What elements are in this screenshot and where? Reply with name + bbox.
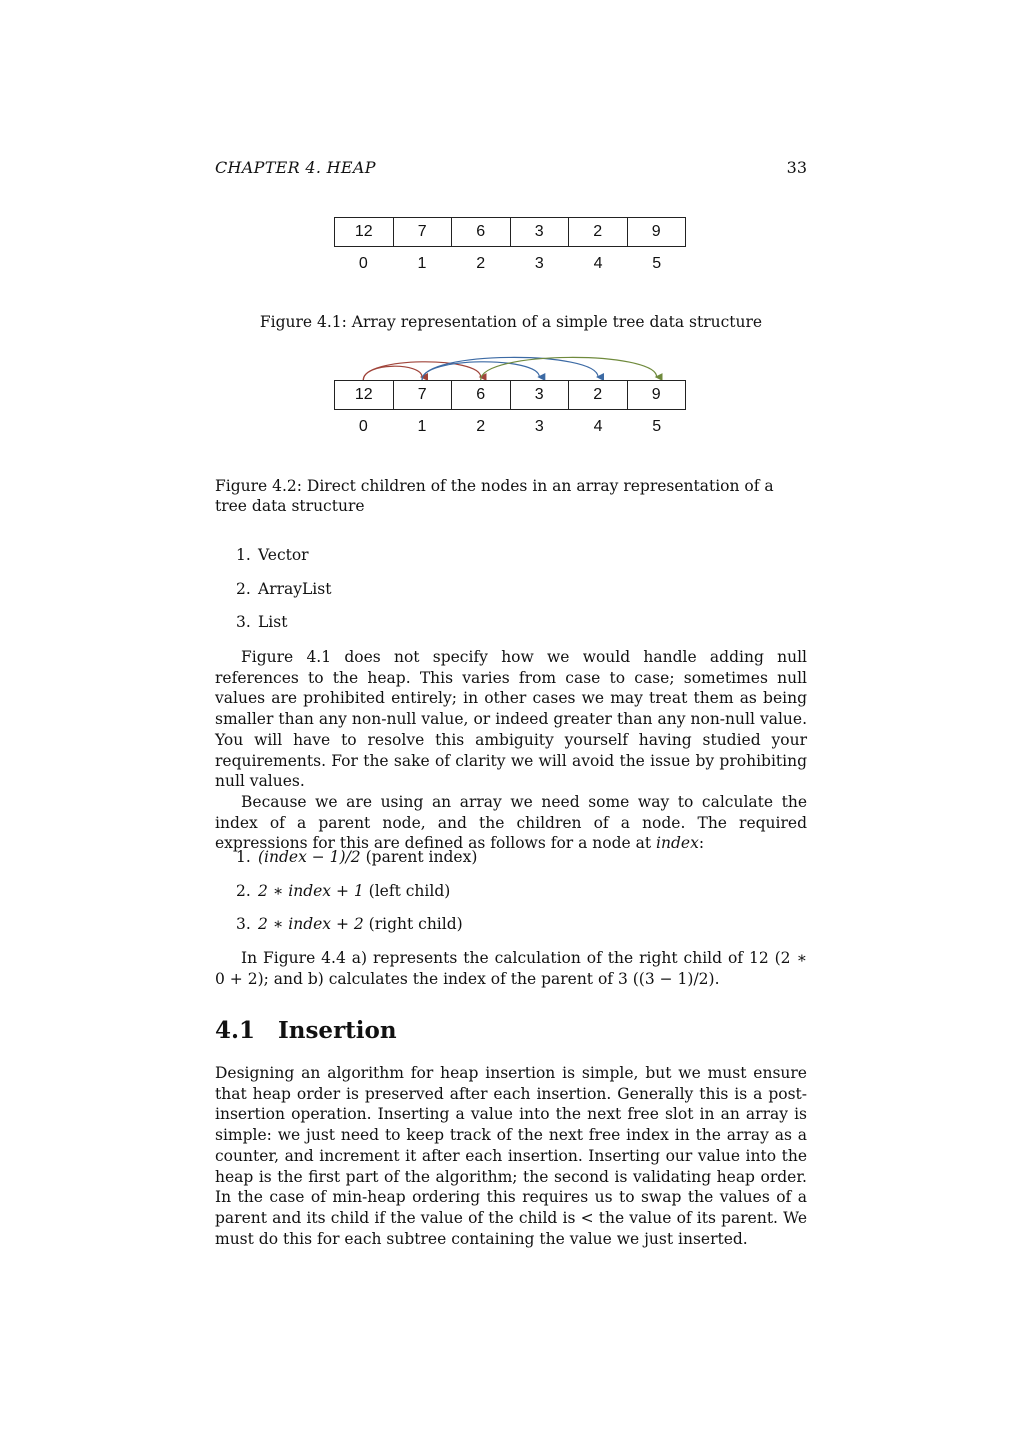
figure-4-2-arrows (334, 344, 686, 384)
child-arrow-0-to-1 (363, 366, 422, 380)
array-cell: 9 (651, 223, 661, 240)
array-index: 2 (476, 418, 486, 435)
list-item-number: 3. (236, 613, 251, 631)
paragraph-null-references: Figure 4.1 does not specify how we would handle adding null references to the heap. This varies from case to case; sometimes null values are prohibited entirely; in other cases we may treat them as being smaller than any non-null value, or indeed greater than any non-null value. You will have to resolve this ambiguity yourself having studied your requirements. For the sake of clarity we will avoid the issue by prohibiting null values. (215, 648, 807, 791)
collection-type-list (236, 545, 807, 646)
array-cell: 3 (511, 218, 570, 246)
section-title: Insertion (278, 1017, 397, 1044)
list-item (236, 914, 807, 948)
array-cell: 12 (335, 218, 394, 246)
array-cell: 6 (452, 218, 511, 246)
array-cell: 7 (394, 381, 453, 409)
array-index: 5 (652, 418, 662, 435)
list-item (236, 612, 807, 646)
body-paragraphs-block (215, 647, 807, 854)
list-item-number: 2. (236, 579, 251, 598)
array-index-row (334, 255, 686, 273)
figure-4-2-array (334, 380, 686, 436)
array-index: 3 (534, 418, 544, 435)
array-cell: 2 (569, 381, 628, 409)
list-item (236, 881, 807, 915)
list-item (236, 545, 807, 579)
array-values-row (334, 217, 686, 247)
chapter-header: CHAPTER 4. HEAP (215, 158, 376, 177)
array-index: 4 (593, 418, 603, 435)
list-item-label: (right child) (368, 915, 463, 933)
section-number: 4.1 (215, 1017, 256, 1044)
array-index: 2 (476, 255, 486, 272)
array-cell: 6 (452, 381, 511, 409)
list-item-text: List (258, 613, 288, 631)
array-cell: 3 (511, 381, 570, 409)
array-cell: 9 (651, 386, 661, 403)
list-item-text: ArrayList (258, 579, 332, 598)
child-arrow-2-to-5 (481, 357, 657, 380)
array-values-row (334, 380, 686, 410)
array-cell: 2 (569, 218, 628, 246)
array-index: 0 (358, 418, 368, 435)
array-index: 4 (593, 255, 603, 272)
section-heading (215, 1017, 397, 1044)
paragraph-end: : (698, 834, 705, 853)
math-expression: (index − 1)/2 (258, 848, 361, 866)
paragraph-figure-4-4: In Figure 4.4 a) represents the calculation of the right child of 12 (2 ∗ 0 + 2); and b) calculates the index of the parent of 3 ((3 − 1)/2). (215, 949, 807, 988)
array-index: 5 (652, 255, 662, 272)
paragraph-text: Because we are using an array we need some way to calculate the index of a parent node, and the children of a node. The required expressions for this are defined as follows for a node at (215, 792, 807, 853)
array-index: 1 (417, 255, 427, 272)
index-expression-list (236, 847, 807, 948)
figure-4-1-array (334, 217, 686, 273)
paragraph-index-calculation (215, 792, 807, 854)
list-item-number: 3. (236, 915, 251, 933)
array-index: 1 (417, 418, 427, 435)
math-variable: index (656, 834, 699, 853)
list-item-label: (parent index) (365, 848, 478, 866)
list-item-text: Vector (258, 546, 309, 564)
list-item-number: 1. (236, 546, 251, 564)
list-item (236, 579, 807, 613)
array-cell: 7 (394, 218, 453, 246)
figure-4-1-caption: Figure 4.1: Array representation of a simple tree data structure (259, 313, 763, 331)
list-item-number: 2. (236, 881, 251, 900)
list-item-label: (left child) (368, 881, 451, 900)
list-item (236, 847, 807, 881)
paragraph-insertion: Designing an algorithm for heap insertion is simple, but we must ensure that heap order is preserved after each insertion. Generally this is a post-insertion operation. Inserting a value into the next free slot in an array is simple: we just need to keep track of the next free index in the array as a counter, and increment it after each insertion. Inserting our value into the heap is the first part of the algorithm; the second is validating heap order. In the case of min-heap ordering this requires us to swap the values of a parent and its child if the value of the child is < the value of its parent. We must do this for each subtree containing the value we just inserted. (215, 1064, 807, 1248)
array-cell: 12 (335, 381, 394, 409)
array-index: 3 (534, 255, 544, 272)
child-arrow-1-to-4 (422, 357, 598, 380)
math-expression: 2 ∗ index + 2 (258, 915, 364, 933)
math-expression: 2 ∗ index + 1 (258, 881, 364, 900)
list-item-number: 1. (236, 848, 251, 866)
page-number: 33 (786, 158, 807, 177)
array-index: 0 (358, 255, 368, 272)
figure-4-2-caption: Figure 4.2: Direct children of the nodes in an array representation of a tree data structure (215, 477, 774, 515)
array-index-row (334, 418, 686, 436)
